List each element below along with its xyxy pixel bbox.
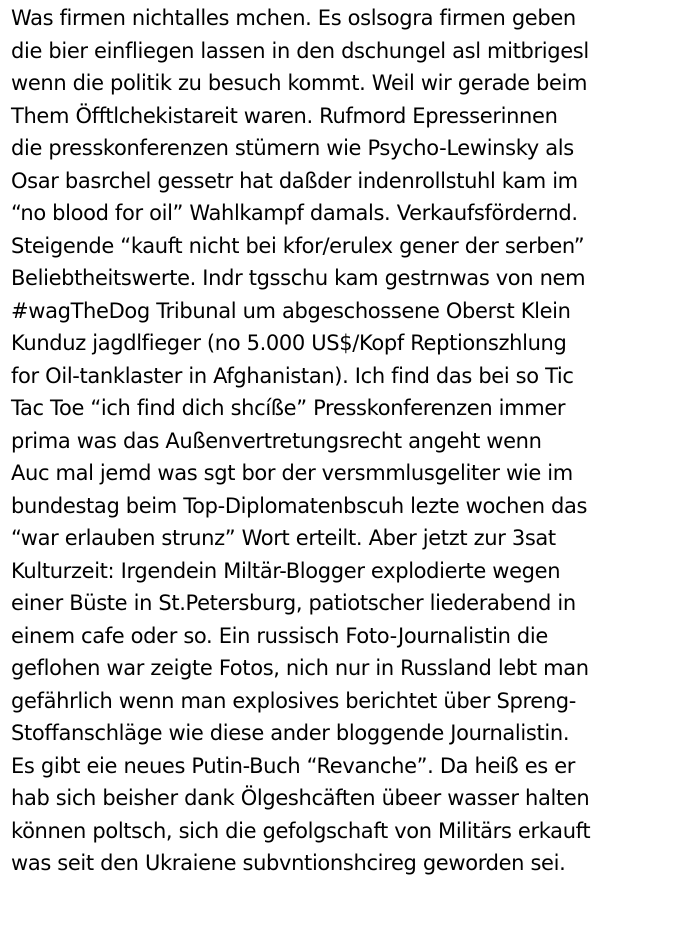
text-line-19: einer Büste in St.Petersburg, patiotscher liederabend in — [11, 591, 576, 615]
text-line-5: die presskonferenzen stümern wie Psycho-Lewinsky als — [11, 136, 574, 160]
text-line-17: “war erlauben strunz” Wort erteilt. Aber jetzt zur 3sat — [11, 526, 556, 550]
text-line-14: prima was das Außenvertretungsrecht angeht wenn — [11, 428, 542, 453]
text-line-21: geflohen war zeigte Fotos, nich nur in Russland lebt man — [11, 656, 589, 680]
text-line-16: bundestag beim Top-Diplomatenbscuh lezte wochen das — [11, 493, 588, 518]
text-line-10: #wagTheDog Tribunal um abgeschossene Oberst Klein — [11, 298, 571, 323]
text-line-18: Kulturzeit: Irgendein Miltär-Blogger explodierte wegen — [11, 558, 561, 583]
text-line-15: Auc mal jemd was sgt bor der versmmlusgeliter wie im — [11, 461, 573, 485]
text-line-25: hab sich beisher dank Ölgeshcäften übeer wasser halten — [11, 786, 590, 810]
text-line-3: wenn die politik zu besuch kommt. Weil wir gerade beim — [11, 71, 588, 95]
text-line-23: Stoffanschläge wie diese ander bloggende Journalistin. — [11, 721, 570, 745]
text-line-2: die bier einfliegen lassen in den dschungel asl mitbrigesl — [11, 38, 589, 63]
text-line-22: gefährlich wenn man explosives berichtet über Spreng- — [11, 688, 577, 713]
text-line-20: einem cafe oder so. Ein russisch Foto-Journalistin die — [11, 623, 548, 648]
text-line-27: was seit den Ukraiene subvntionshcireg geworden sei. — [11, 851, 566, 875]
text-line-7: “no blood for oil” Wahlkampf damals. Verkaufsfördernd. — [11, 201, 578, 225]
text-line-8: Steigende “kauft nicht bei kfor/erulex gener der serben” — [11, 233, 585, 258]
text-line-1: Was firmen nichtalles mchen. Es oslsogra firmen geben — [11, 6, 576, 30]
text-line-4: Them Öfftlchekistareit waren. Rufmord Epresserinnen — [11, 103, 558, 128]
text-line-6: Osar basrchel gessetr hat daßder indenrollstuhl kam im — [11, 168, 578, 193]
text-line-9: Beliebtheitswerte. Indr tgsschu kam gestrnwas von nem — [11, 266, 586, 290]
text-line-13: Tac Toe “ich find dich shcíße” Presskonferenzen immer — [11, 396, 566, 420]
text-line-11: Kunduz jagdlfieger (no 5.000 US$/Kopf Reptionszhlung — [11, 331, 567, 355]
text-line-24: Es gibt eie neues Putin-Buch “Revanche”. Da heiß es er — [11, 753, 576, 778]
body-text — [11, 2, 681, 880]
text-line-12: for Oil-tanklaster in Afghanistan). Ich find das bei so Tic — [11, 363, 574, 388]
text-line-26: können poltsch, sich die gefolgschaft von Militärs erkauft — [11, 818, 591, 843]
